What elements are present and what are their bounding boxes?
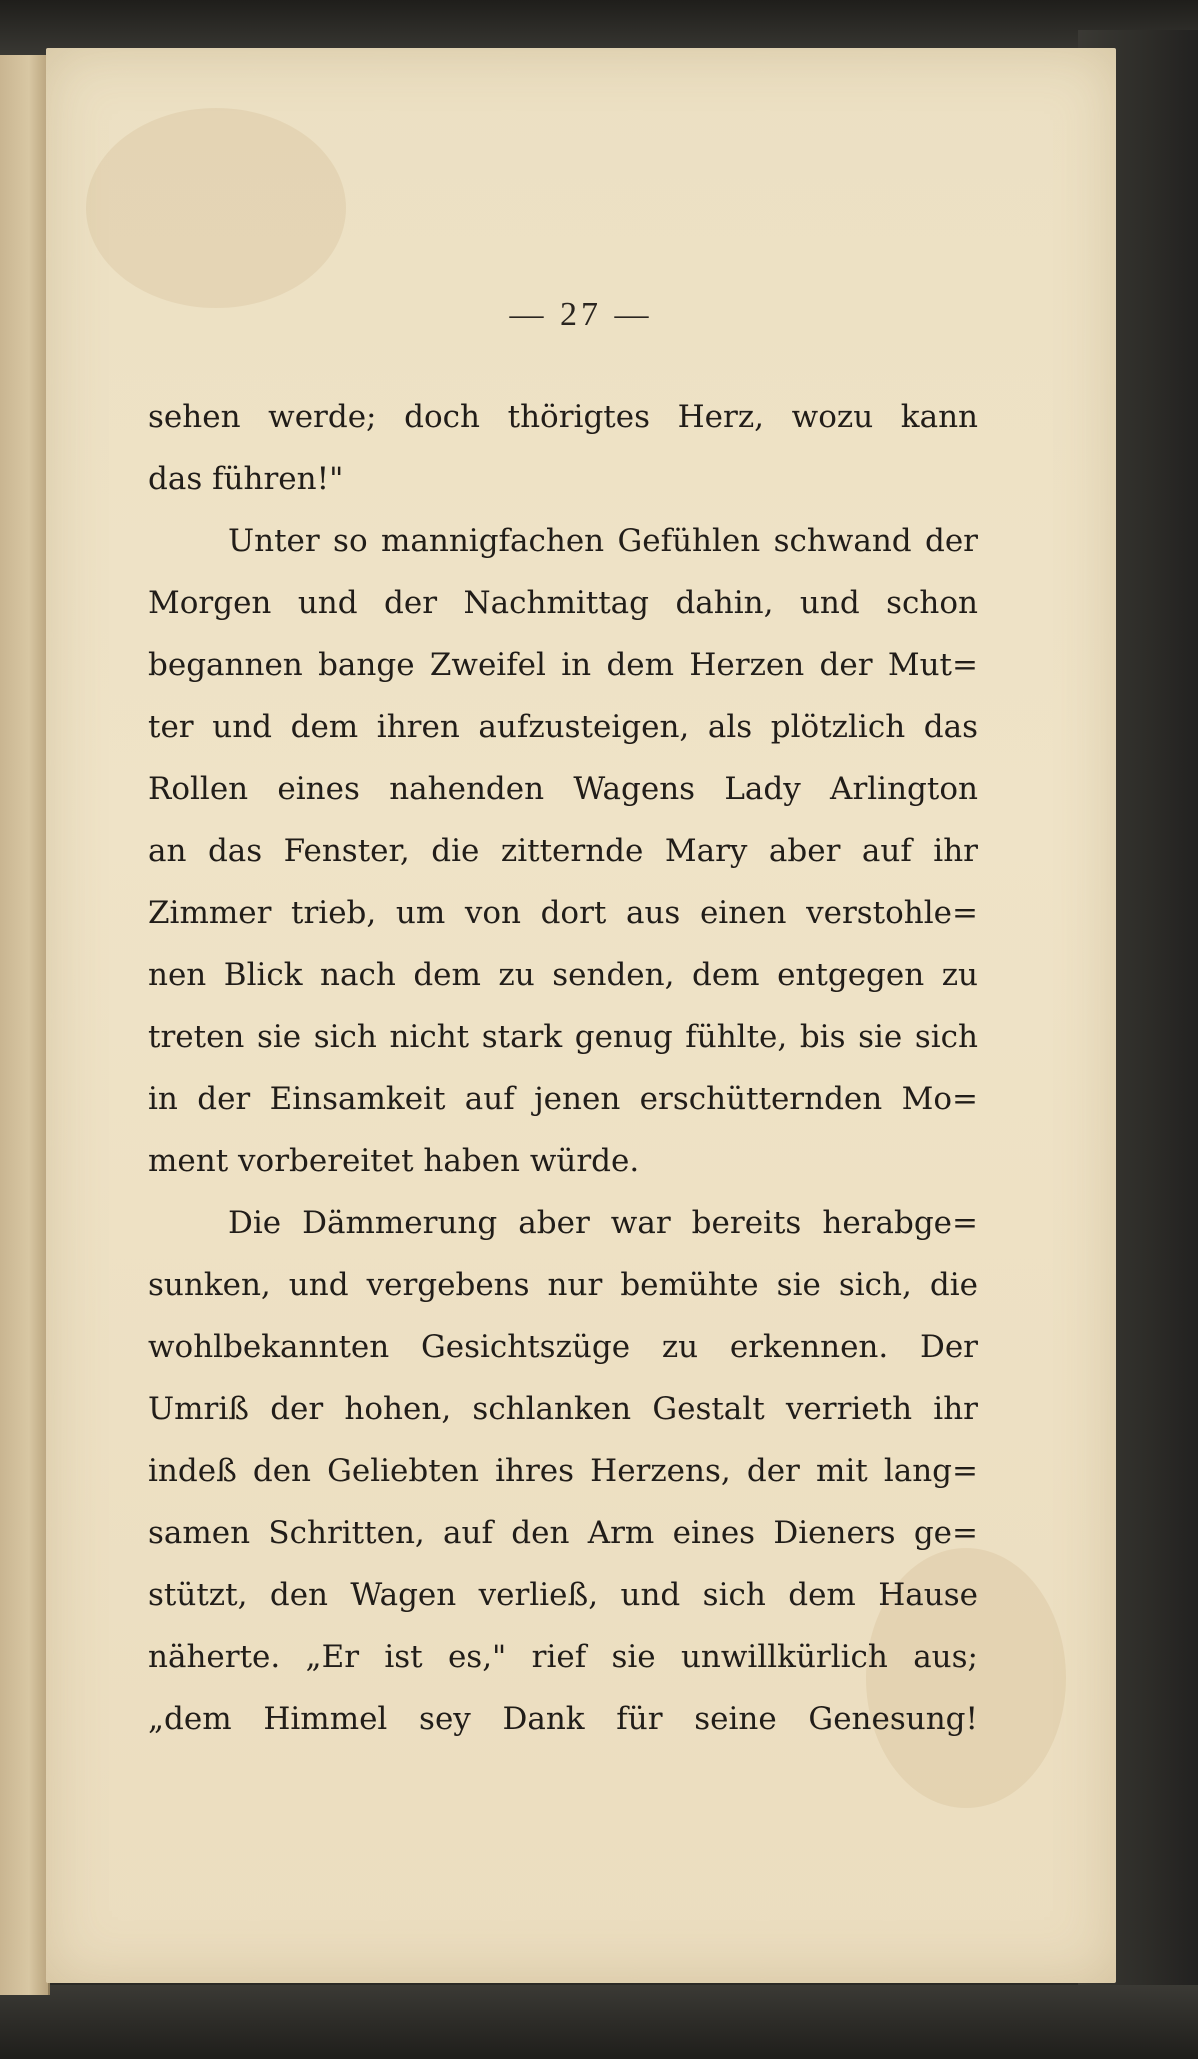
- book-cover-bottom-edge: [0, 1985, 1198, 2059]
- previous-page-edge: [0, 55, 50, 1995]
- text-line: treten sie sich nicht stark genug fühlte, bis sie sich: [148, 1019, 978, 1055]
- text-line: sunken, und vergebens nur bemühte sie sich, die: [148, 1267, 978, 1303]
- text-line: Rollen eines nahenden Wagens Lady Arlington: [148, 771, 978, 807]
- text-line: ment vorbereitet haben würde.: [148, 1143, 640, 1179]
- page-number: — 27 —: [509, 296, 653, 333]
- text-line: begannen bange Zweifel in dem Herzen der Mut=: [148, 647, 978, 683]
- text-line: sehen werde; doch thörigtes Herz, wozu kann: [148, 399, 978, 435]
- text-line: Die Dämmerung aber war bereits herabge=: [228, 1205, 978, 1241]
- text-line: in der Einsamkeit auf jenen erschütternden Mo=: [148, 1081, 978, 1117]
- text-line: samen Schritten, auf den Arm eines Dieners ge=: [148, 1515, 978, 1551]
- text-line: Unter so mannigfachen Gefühlen schwand der: [228, 523, 978, 559]
- text-line: ter und dem ihren aufzusteigen, als plötzlich das: [148, 709, 978, 745]
- text-line: das führen!": [148, 461, 344, 497]
- text-line: Zimmer trieb, um von dort aus einen verstohle=: [148, 895, 978, 931]
- text-line: näherte. „Er ist es," rief sie unwillkürlich aus;: [148, 1639, 978, 1675]
- text-line: „dem Himmel sey Dank für seine Genesung!: [148, 1701, 978, 1737]
- text-line: Umriß der hohen, schlanken Gestalt verrieth ihr: [148, 1391, 978, 1427]
- text-line: indeß den Geliebten ihres Herzens, der mit lang=: [148, 1453, 978, 1489]
- text-line: Morgen und der Nachmittag dahin, und schon: [148, 585, 978, 621]
- text-line: an das Fenster, die zitternde Mary aber auf ihr: [148, 833, 978, 869]
- paper-stain: [86, 108, 346, 308]
- text-line: nen Blick nach dem zu senden, dem entgegen zu: [148, 957, 978, 993]
- text-line: wohlbekannten Gesichtszüge zu erkennen. Der: [148, 1329, 978, 1365]
- body-text: [148, 386, 978, 1750]
- book-page: [46, 48, 1116, 1983]
- text-line: stützt, den Wagen verließ, und sich dem Hause: [148, 1577, 978, 1613]
